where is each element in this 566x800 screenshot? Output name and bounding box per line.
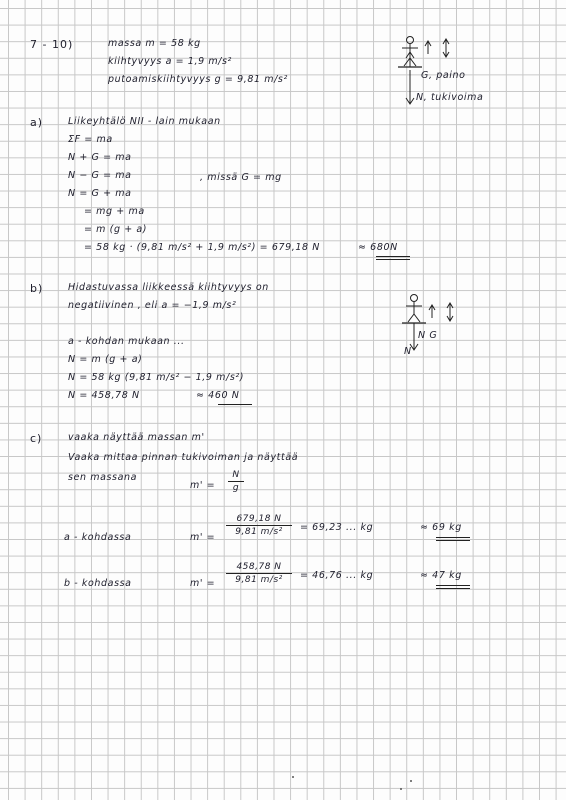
part-c-b-label: b - kohdassa — [64, 578, 132, 589]
scan-speck — [410, 780, 412, 782]
part-b-line-2: negatiivinen , eli a = −1,9 m/s² — [68, 300, 237, 311]
part-c-b-result: = 46,76 ... kg — [300, 570, 374, 581]
denominator: g — [232, 483, 240, 493]
part-a-line-2: ΣF = ma — [68, 134, 113, 145]
numerator: N — [232, 470, 240, 480]
figure-b-label-N: N — [404, 346, 412, 357]
part-a-line-7: = m (g + a) — [84, 224, 148, 235]
answer-underline — [376, 256, 410, 257]
part-b-label: b) — [30, 282, 44, 295]
part-c-a-lhs: m' = — [190, 532, 216, 543]
problem-number: 7 - 10) — [30, 38, 74, 51]
scan-speck — [400, 788, 402, 790]
part-c-line-1: vaaka näyttää massan m' — [68, 432, 205, 443]
part-a-line-4b: , missä G = mg — [200, 172, 282, 183]
scan-speck — [292, 776, 294, 778]
answer-underline — [376, 259, 410, 260]
part-c-line-2: Vaaka mittaa pinnan tukivoiman ja näyttää — [68, 452, 299, 463]
part-a-line-3: N + G = ma — [68, 152, 132, 163]
answer-underline — [436, 537, 470, 538]
denominator: 9,81 m/s² — [235, 575, 283, 585]
part-c-b-fraction — [226, 562, 292, 585]
part-c-line-3: sen massana — [68, 472, 138, 483]
given-acceleration: kiihtyvyys a = 1,9 m/s² — [108, 56, 232, 67]
figure-label-normal: N, tukivoima — [416, 92, 484, 103]
part-b-line-3: a - kohdan mukaan ... — [68, 336, 185, 347]
part-c-label: c) — [30, 432, 43, 445]
answer-underline — [218, 404, 252, 405]
part-b-line-1: Hidastuvassa liikkeessä kiihtyvyys on — [68, 282, 269, 293]
part-c-formula-fraction — [228, 470, 244, 493]
part-a-answer: ≈ 680N — [358, 242, 398, 253]
part-b-line-5: N = 58 kg (9,81 m/s² − 1,9 m/s²) — [68, 372, 245, 383]
figure-b-label-NG: N G — [418, 330, 438, 341]
part-b-answer: ≈ 460 N — [196, 390, 240, 401]
numerator: 458,78 N — [236, 562, 282, 572]
answer-underline — [436, 540, 470, 541]
answer-underline — [436, 588, 470, 589]
answer-underline — [436, 585, 470, 586]
part-a-line-4: N − G = ma — [68, 170, 132, 181]
part-c-a-answer: ≈ 69 kg — [420, 522, 462, 533]
part-c-a-fraction — [226, 514, 292, 537]
numerator: 679,18 N — [236, 514, 282, 524]
part-c-a-label: a - kohdassa — [64, 532, 132, 543]
figure-label-weight: G, paino — [421, 70, 466, 81]
given-gravity: putoamiskiihtyvyys g = 9,81 m/s² — [108, 74, 288, 85]
given-mass: massa m = 58 kg — [108, 38, 201, 49]
part-a-line-1: Liikeyhtälö NII - lain mukaan — [68, 116, 221, 127]
part-c-a-result: = 69,23 ... kg — [300, 522, 374, 533]
part-a-line-6: = mg + ma — [84, 206, 145, 217]
part-c-formula-lhs: m' = — [190, 480, 216, 491]
part-c-b-answer: ≈ 47 kg — [420, 570, 462, 581]
part-c-b-lhs: m' = — [190, 578, 216, 589]
part-a-label: a) — [30, 116, 44, 129]
part-b-line-6: N = 458,78 N — [68, 390, 140, 401]
denominator: 9,81 m/s² — [235, 527, 283, 537]
part-a-line-8: = 58 kg · (9,81 m/s² + 1,9 m/s²) = 679,18 N — [84, 242, 320, 253]
part-a-line-5: N = G + ma — [68, 188, 132, 199]
part-b-line-4: N = m (g + a) — [68, 354, 143, 365]
